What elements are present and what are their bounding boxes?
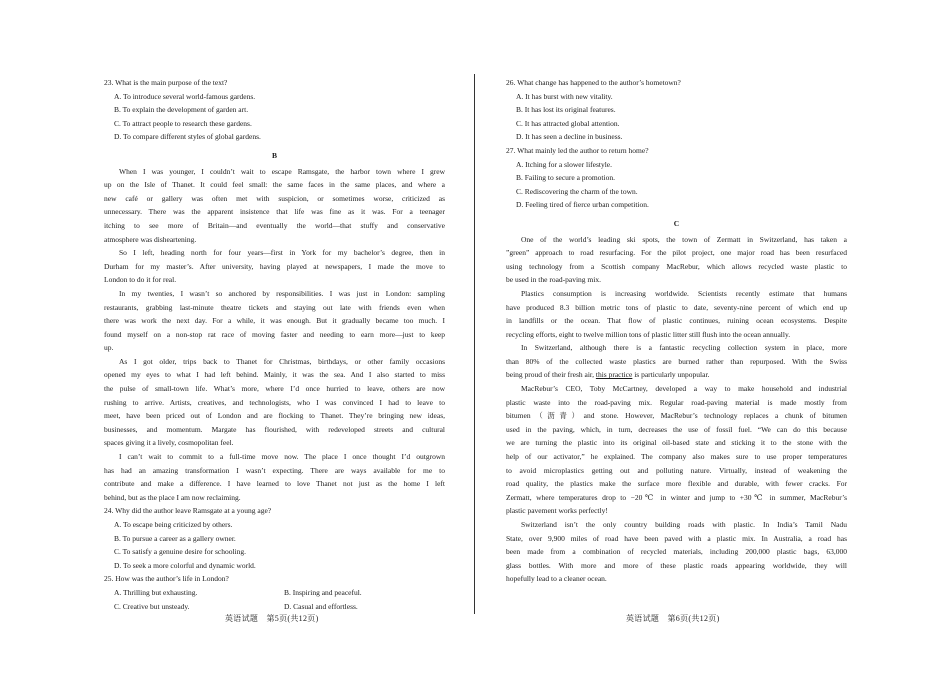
text-line: So I left, heading north for four years—first in York for my bachelor’s degree, then in (119, 248, 445, 258)
text-line: has had an amazing transformation I wasn’t expecting. There are ways available for me to (104, 465, 445, 475)
option-a: A. To escape being criticized by others. (114, 520, 233, 529)
text-line: MacRebur’s CEO, Toby McCartney, developed a way to make household and industrial (521, 384, 847, 394)
text-line: help of our activator,” he explained. The company also makes sure to use proper temperatures (506, 452, 847, 462)
text-line: used in the paving, which, in turn, decreases the use of fossil fuel. “We can do this because (506, 424, 847, 434)
paragraph (104, 246, 445, 287)
page-footer-right: 英语试题 第6页(共12页) (626, 614, 720, 623)
question-stem: 26. What change has happened to the author’s hometown? (506, 78, 681, 87)
question-23 (104, 76, 445, 144)
option-b: B. Inspiring and peaceful. (284, 587, 362, 597)
text-line: than 80% of the collected waste plastics are burned rather than repurposed. With the Swiss (506, 356, 847, 366)
option-d: D. To compare different styles of global gardens. (114, 132, 261, 142)
page-footer-left: 英语试题 第5页(共12页) (225, 614, 319, 623)
text-line: itching to see more of Britain—and eventually the world—that stuffy and conservative (104, 220, 445, 230)
text-line: been made from a combination of recycled materials, including 200,000 plastic bags, 63,000 (506, 547, 847, 557)
option-c: C. Rediscovering the charm of the town. (516, 186, 638, 196)
text-line: ”green” approach to road resurfacing. For the pilot project, one major road has been resurfaced (506, 248, 847, 258)
right-page-column (506, 76, 847, 586)
text-fragment: being proud of their fresh air, (506, 370, 596, 380)
question-25 (104, 572, 445, 613)
question-stem: 27. What mainly led the author to return home? (506, 145, 649, 155)
text-line: In Switzerland, although there is a fantastic recycling collection system in place, more (521, 343, 847, 353)
text-line: I can’t wait to commit to a full-time move now. The place I once thought I’d outgrown (119, 452, 445, 462)
text-line: found myself on a non-stop rat race of moving faster and needing to earn more—just to keep (104, 329, 445, 339)
text-line: State, over 9,900 miles of road have been paved with a plastic mix. In Australia, a road has (506, 533, 847, 543)
option-c: C. To satisfy a genuine desire for schooling. (114, 547, 247, 557)
question-stem: 24. Why did the author leave Ramsgate at a young age? (104, 506, 272, 516)
option-b: B. To explain the development of garden art. (114, 105, 249, 115)
text-line: spaces giving it a lively, cosmopolitan feel. (104, 438, 234, 448)
text-line: unnecessary. There was the apparent insistence that life was fine as it was. For a teenager (104, 207, 445, 217)
text-line: plastic waste into the road-paving mix. Regular road-paving material is made mostly from (506, 397, 847, 407)
section-b-heading: B (271, 150, 277, 160)
text-line: using technology from a Scottish company MacRebur, which allows recycled waste plastic to (506, 261, 847, 271)
page-divider (474, 74, 475, 614)
text-line: restaurants, grabbing last-minute theatre tickets and staying out late with friends even when (104, 302, 445, 312)
left-page-column (104, 76, 445, 613)
text-line: hopefully lead to a cleaner ocean. (506, 574, 607, 584)
text-line: be used in the road-paving mix. (506, 275, 601, 285)
option-c: C. To attract people to research these gardens. (114, 118, 252, 128)
text-line: we are turning the plastic into its original oil-based state and sticking it to the stone with the (506, 438, 847, 448)
text-line: Durham for my master’s. After university, having played at newspapers, I made the move to (104, 261, 445, 271)
paragraph (104, 287, 445, 355)
text-line: to avoid microplastics getting out and polluting nature. Virtually, instead of weakening the (506, 465, 847, 475)
text-line: road quality, the plastics make the surface more flexible and durable, with fewer cracks. For (506, 479, 847, 489)
text-line: contribute and make a difference. I have learned to love Thanet not just as the home I left (104, 479, 445, 489)
text-line: the pulse of small-town life. What’s more, where I’d once hurried to leave, others are now (104, 384, 445, 394)
text-line: up on the Isle of Thanet. It could feel small: the same faces in the same places, and where a (104, 180, 445, 190)
option-d: D. Casual and effortless. (284, 601, 358, 611)
option-b: B. To pursue a career as a gallery owner. (114, 533, 236, 543)
option-b: B. Failing to secure a promotion. (516, 173, 615, 183)
text-line: in landfills or the ocean. That flow of plastic continues, ruining ocean ecosystems. Despite (506, 316, 847, 326)
text-line (506, 368, 847, 382)
text-line: In my twenties, I wasn’t so anchored by responsibilities. I was just in London: sampling (119, 288, 445, 298)
paragraph (104, 165, 445, 247)
text-line: have produced 8.3 billion metric tons of plastic to date, seventy-nine percent of which end up (506, 302, 847, 312)
text-line: there was work the next day. For a while, it was enough. But it gradually became too much. I (104, 316, 445, 326)
option-d: D. Feeling tired of fierce urban competition. (516, 200, 649, 210)
text-line: meet, have been priced out of London and are flocking to Thanet. They’re bringing new ideas, (104, 411, 445, 421)
option-c: C. It has attracted global attention. (516, 118, 620, 128)
question-24 (104, 504, 445, 572)
option-a: A. Itching for a slower lifestyle. (516, 159, 613, 169)
text-line: up. (104, 343, 114, 353)
text-line: new café or gallery was often met with suspicion, or sometimes worse, criticized as (104, 193, 445, 203)
underlined-phrase: this practice (595, 370, 633, 380)
text-line: opened my eyes to what I had left behind. Mainly, it was the sea. And I also started to miss (104, 370, 445, 380)
text-line: Zermatt, where temperatures drop to −20℃ in winter and jump to +30℃ in summer, MacRebur’s (506, 492, 847, 502)
paragraph (506, 287, 847, 341)
text-line: rushing to arrive. Artists, creatives, and technologists, who I was convinced I had to leave to (104, 397, 445, 407)
text-line: bitumen（沥青）and stone. However, MacRebur’s technology replaces a chunk of bitumen (506, 411, 847, 421)
option-d: D. It has seen a decline in business. (516, 132, 623, 142)
option-a: A. Thrilling but exhausting. (114, 587, 198, 597)
text-line: behind, but as the place I am now reclaiming. (104, 492, 241, 502)
text-line: businesses, and momentum. Margate has flourished, with redeveloped streets and cultural (104, 424, 445, 434)
paragraph (104, 450, 445, 504)
option-a: A. To introduce several world-famous gardens. (114, 91, 256, 101)
text-line: One of the world’s leading ski spots, the town of Zermatt in Switzerland, has taken a (521, 234, 847, 244)
option-b: B. It has lost its original features. (516, 105, 616, 115)
question-stem: 23. What is the main purpose of the text? (104, 78, 228, 87)
question-27 (506, 144, 847, 212)
text-line: recycling efforts, eight to twelve million tons of plastic litter still flush into the ocean annually. (506, 329, 791, 339)
paragraph (104, 355, 445, 450)
paragraph (506, 341, 847, 382)
passage-b (104, 165, 445, 505)
option-a: A. It has burst with new vitality. (516, 91, 613, 101)
passage-c (506, 233, 847, 586)
text-line: Switzerland isn’t the only country building roads with plastic. In India’s Tamil Nadu (521, 520, 847, 529)
option-d: D. To seek a more colorful and dynamic world. (114, 560, 256, 570)
option-row (104, 600, 445, 614)
text-line: plastic pavement works perfectly! (506, 506, 608, 516)
text-line: Plastics consumption is increasing worldwide. Scientists recently estimate that humans (521, 288, 847, 298)
section-c-heading: C (673, 218, 680, 228)
question-26 (506, 76, 847, 144)
option-row (104, 586, 445, 600)
text-line: glass bottles. With more and more of these plastic roads appearing worldwide, they will (506, 560, 847, 570)
option-c: C. Creative but unsteady. (114, 601, 190, 611)
paragraph (506, 518, 847, 586)
text-line: London to do it for real. (104, 275, 177, 285)
text-line: When I was younger, I couldn’t wait to escape Ramsgate, the harbor town where I grew (119, 166, 445, 176)
question-stem: 25. How was the author’s life in London? (104, 574, 229, 584)
paragraph (506, 233, 847, 287)
paragraph (506, 382, 847, 518)
text-fragment: is particularly unpopular. (632, 370, 710, 380)
text-line: atmosphere was disheartening. (104, 234, 197, 244)
text-line: As I got older, trips back to Thanet for Christmas, birthdays, or other family occasions (119, 356, 445, 366)
